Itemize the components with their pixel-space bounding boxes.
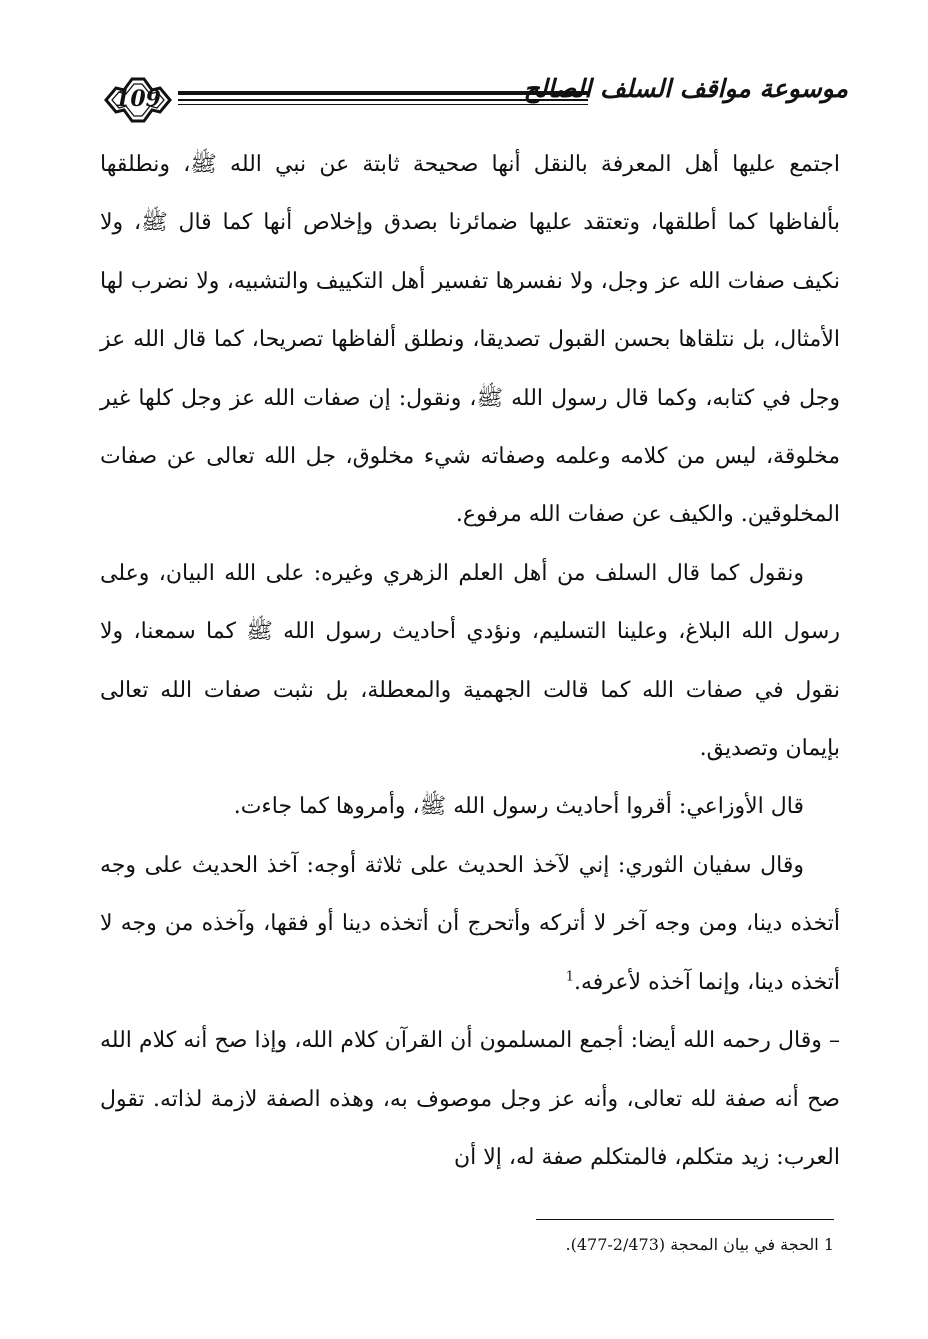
footnote-item: 1 الحجة في بيان المحجة (2/473-477). <box>565 1235 834 1254</box>
paragraph <box>100 837 840 1012</box>
page-header <box>96 70 848 140</box>
paragraph: اجتمع عليها أهل المعرفة بالنقل أنها صحيحة ثابتة عن نبي الله ﷺ، ونطلقها بألفاظها كما أطلقها، وتعتقد عليها ضمائرنا بصدق وإخلاص أنها كما قال ﷺ، ولا نكيف صفات الله عز وجل، ولا نفسرها تفسير أهل التكييف والتشبيه، ولا نضرب لها الأمثال، بل نتلقاها بحسن القبول تصديقا، ونطلق ألفاظها تصريحا، كما قال الله عز وجل في كتابه، وكما قال رسول الله ﷺ، ونقول: إن صفات الله عز وجل كلها غير مخلوقة، ليس من كلامه وعلمه وصفاته شيء مخلوق، جل الله تعالى عن صفات المخلوقين. والكيف عن صفات الله مرفوع. <box>100 152 840 528</box>
footnotes <box>420 1232 834 1258</box>
footnote-separator <box>536 1219 834 1220</box>
paragraph: – وقال رحمه الله أيضا: أجمع المسلمون أن القرآن كلام الله، وإذا صح أنه كلام الله صح أنه صفة لله تعالى، وأنه عز وجل موصوف به، وهذه الصفة لازمة لذاته. تقول العرب: زيد متكلم، فالمتكلم صفة له، إلا أن <box>100 1028 840 1170</box>
paragraph: قال الأوزاعي: أقروا أحاديث رسول الله ﷺ، وأمروها كما جاءت. <box>233 794 804 820</box>
paragraph-text: وقال سفيان الثوري: إني لآخذ الحديث على ثلاثة أوجه: آخذ الحديث على وجه أتخذه دينا، ومن وجه آخر لا أتركه وأتحرج أن أتخذه دينا أو فقها، وآخذه من وجه لا أتخذه دينا، وإنما آخذه لأعرفه. <box>100 852 840 995</box>
paragraph: ونقول كما قال السلف من أهل العلم الزهري وغيره: على الله البيان، وعلى رسول الله البلاغ، وعلينا التسليم، ونؤدي أحاديث رسول الله ﷺ كما سمعنا، ولا نقول في صفات الله كما قالت الجهمية والمعطلة، بل نثبت صفات الله تعالى بإيمان وتصديق. <box>100 560 840 762</box>
book-title: موسوعة مواقف السلف الصالح <box>523 74 848 103</box>
page-number-badge <box>102 74 174 126</box>
page-number: 109 <box>115 86 161 112</box>
footnote-marker: 1 <box>565 969 574 985</box>
main-text <box>100 136 840 1187</box>
